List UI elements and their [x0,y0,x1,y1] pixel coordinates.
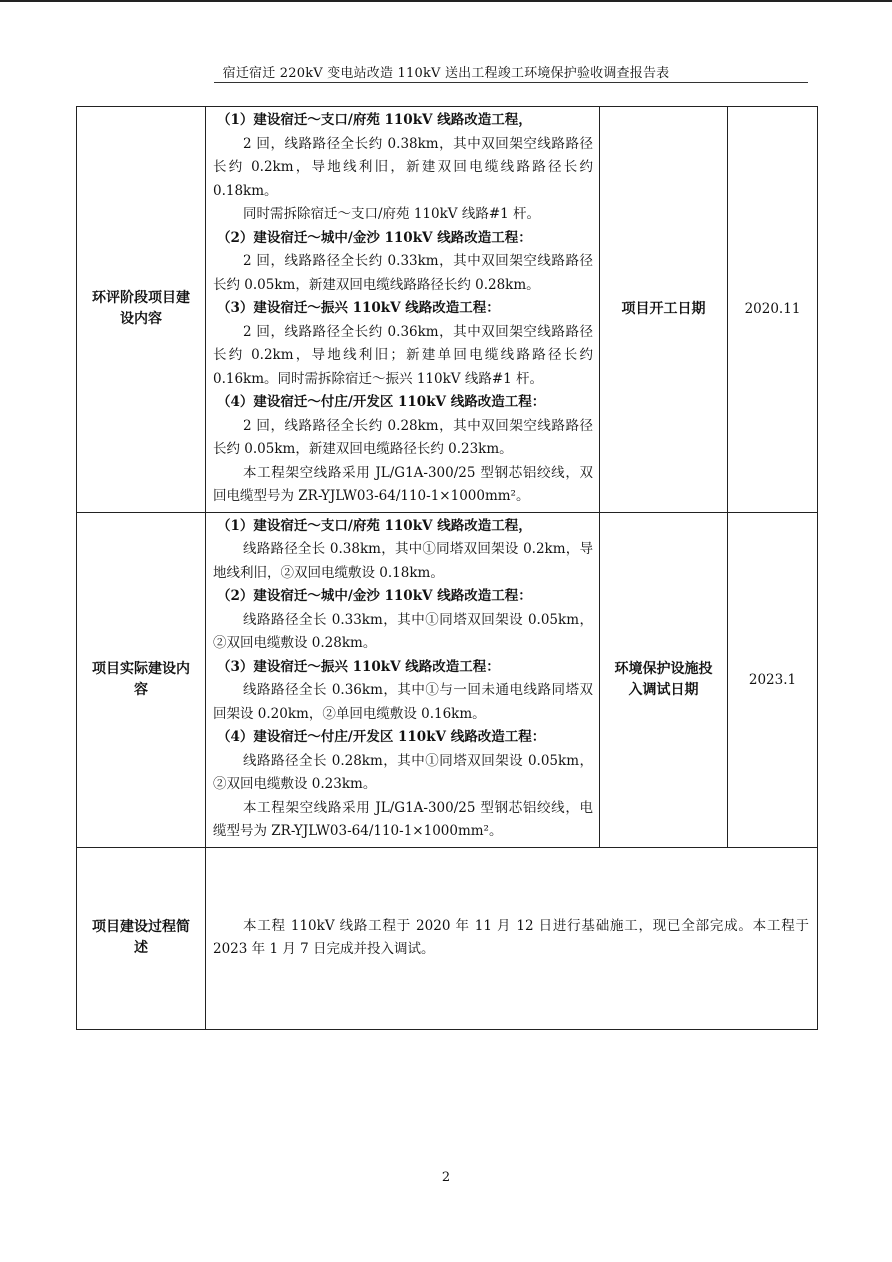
commissioning-date-label: 环境保护设施投入调试日期 [600,512,728,847]
process-summary-text: 本工程 110kV 线路工程于 2020 年 11 月 12 日进行基础施工，现已全部完成。本工程于 2023 年 1 月 7 日完成并投入调试。 [213,917,809,957]
section-heading: （2）建设宿迁～城中/金沙 110kV 线路改造工程： [217,588,532,604]
section-heading: （1）建设宿迁～支口/府苑 110kV 线路改造工程， [217,517,532,534]
section-paragraph: 线路路径全长 0.28km，其中①同塔双回架设 0.05km，②双回电缆敷设 0.23km。 [213,752,593,792]
report-table [76,106,818,1030]
header-rule [214,82,808,83]
section-paragraph: 线路路径全长 0.38km，其中①同塔双回架设 0.2km，导地线利旧，②双回电缆敷设 0.18km。 [213,541,593,581]
page-number: 2 [441,1170,451,1185]
section-paragraph: 2 回，线路路径全长约 0.36km，其中双回架空线路路径长约 0.2km，导地线利旧；新建单回电缆线路路径长约 0.16km。同时需拆除宿迁～振兴 110kV 线路#1 杆。 [213,323,593,387]
page-top-border [0,0,892,2]
start-date-label: 项目开工日期 [600,107,728,513]
section-paragraph: 2 回，线路路径全长约 0.38km，其中双回架空线路路径长约 0.2km，导地线利旧，新建双回电缆线路路径长约 0.18km。 [213,135,593,199]
eia-stage-label: 环评阶段项目建设内容 [77,107,206,513]
actual-construction-label: 项目实际建设内容 [77,512,206,847]
section-heading: （2）建设宿迁～城中/金沙 110kV 线路改造工程： [217,229,532,246]
eia-stage-content [206,107,600,513]
commissioning-date-value: 2023.1 [728,512,818,847]
process-summary-label: 项目建设过程简述 [77,847,206,1029]
section-heading: （1）建设宿迁～支口/府苑 110kV 线路改造工程， [217,112,532,128]
report-header-title: 宿迁宿迁 220kV 变电站改造 110kV 送出工程竣工环境保护验收调查报告表 [222,66,670,81]
table-row-process-summary [77,847,818,1029]
section-paragraph: 本工程架空线路采用 JL/G1A-300/25 型钢芯铝绞线，双回电缆型号为 ZR-YJLW03-64/110-1×1000mm²。 [213,464,593,504]
section-heading: （4）建设宿迁～付庄/开发区 110kV 线路改造工程： [217,394,546,410]
section-paragraph: 2 回，线路路径全长约 0.28km，其中双回架空线路路径长约 0.05km，新建双回电缆路径长约 0.23km。 [213,417,593,457]
table-row-actual-construction [77,512,818,847]
actual-construction-content [206,512,600,847]
section-paragraph: 2 回，线路路径全长约 0.33km，其中双回架空线路路径长约 0.05km，新建双回电缆线路路径长约 0.28km。 [213,253,593,293]
section-paragraph: 本工程架空线路采用 JL/G1A-300/25 型钢芯铝绞线，电缆型号为 ZR-YJLW03-64/110-1×1000mm²。 [213,799,593,839]
process-summary-content [206,847,818,1029]
section-heading: （3）建设宿迁～振兴 110kV 线路改造工程： [217,658,500,675]
section-paragraph: 同时需拆除宿迁～支口/府苑 110kV 线路#1 杆。 [243,206,541,222]
start-date-value: 2020.11 [728,107,818,513]
table-row-eia-stage [77,107,818,513]
section-paragraph: 线路路径全长 0.33km，其中①同塔双回架设 0.05km，②双回电缆敷设 0.28km。 [213,611,593,651]
section-paragraph: 线路路径全长 0.36km，其中①与一回未通电线路同塔双回架设 0.20km，②单回电缆敷设 0.16km。 [213,682,593,722]
section-heading: （4）建设宿迁～付庄/开发区 110kV 线路改造工程： [217,729,546,745]
section-heading: （3）建设宿迁～振兴 110kV 线路改造工程： [217,300,500,316]
